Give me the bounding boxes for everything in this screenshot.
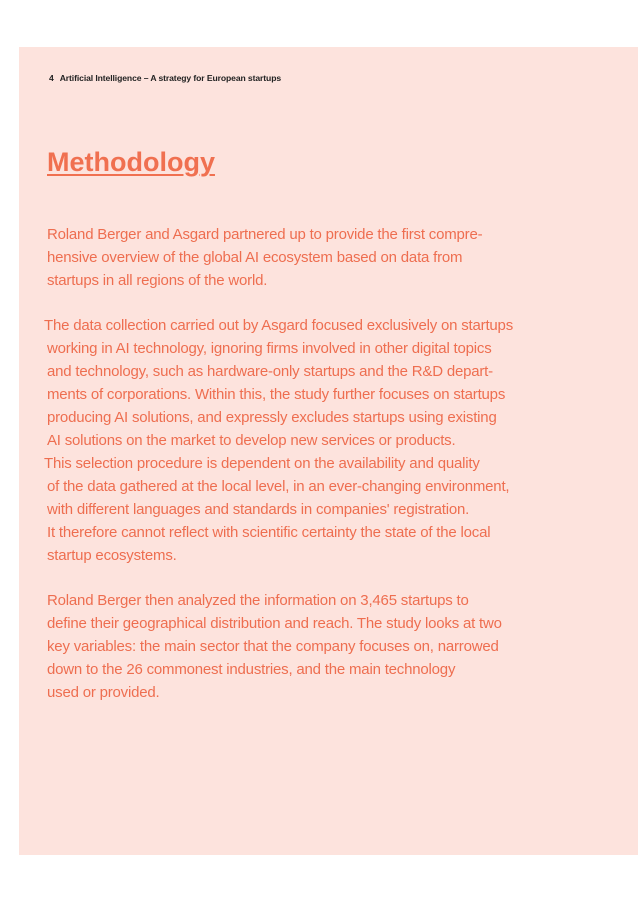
text-line: of the data gathered at the local level, in an ever-changing environment,: [47, 478, 510, 495]
text-line: This selection procedure is dependent on the availability and quality: [44, 455, 480, 472]
text-line: with different languages and standards in companies' registration.: [47, 501, 470, 518]
section-title: Methodology: [47, 147, 215, 177]
text-line: producing AI solutions, and expressly excludes startups using existing: [47, 409, 497, 426]
text-line: Roland Berger then analyzed the information on 3,465 startups to: [47, 592, 469, 609]
text-line: startup ecosystems.: [47, 547, 177, 564]
paragraph-2: [44, 314, 587, 567]
running-header: [49, 73, 281, 83]
text-line: The data collection carried out by Asgard focused exclusively on startups: [44, 317, 513, 334]
text-line: It therefore cannot reflect with scientific certainty the state of the local: [47, 524, 491, 541]
text-line: AI solutions on the market to develop new services or products.: [47, 432, 456, 449]
paragraph-1: [47, 223, 587, 292]
text-line: working in AI technology, ignoring firms involved in other digital topics: [47, 340, 492, 357]
running-title: Artificial Intelligence – A strategy for European startups: [59, 73, 282, 83]
text-line: Roland Berger and Asgard partnered up to provide the first compre-: [47, 226, 483, 243]
page-number: 4: [49, 73, 54, 83]
text-line: and technology, such as hardware-only startups and the R&D depart-: [47, 363, 493, 380]
text-line: down to the 26 commonest industries, and the main technology: [47, 661, 456, 678]
text-line: used or provided.: [47, 684, 160, 701]
text-line: hensive overview of the global AI ecosystem based on data from: [47, 249, 463, 266]
text-line: key variables: the main sector that the company focuses on, narrowed: [47, 638, 499, 655]
text-line: ments of corporations. Within this, the study further focuses on startups: [47, 386, 506, 403]
text-line: define their geographical distribution and reach. The study looks at two: [47, 615, 502, 632]
body-text: [44, 223, 587, 726]
paragraph-3: [47, 589, 587, 704]
document-page: [19, 47, 638, 855]
text-line: startups in all regions of the world.: [47, 272, 268, 289]
